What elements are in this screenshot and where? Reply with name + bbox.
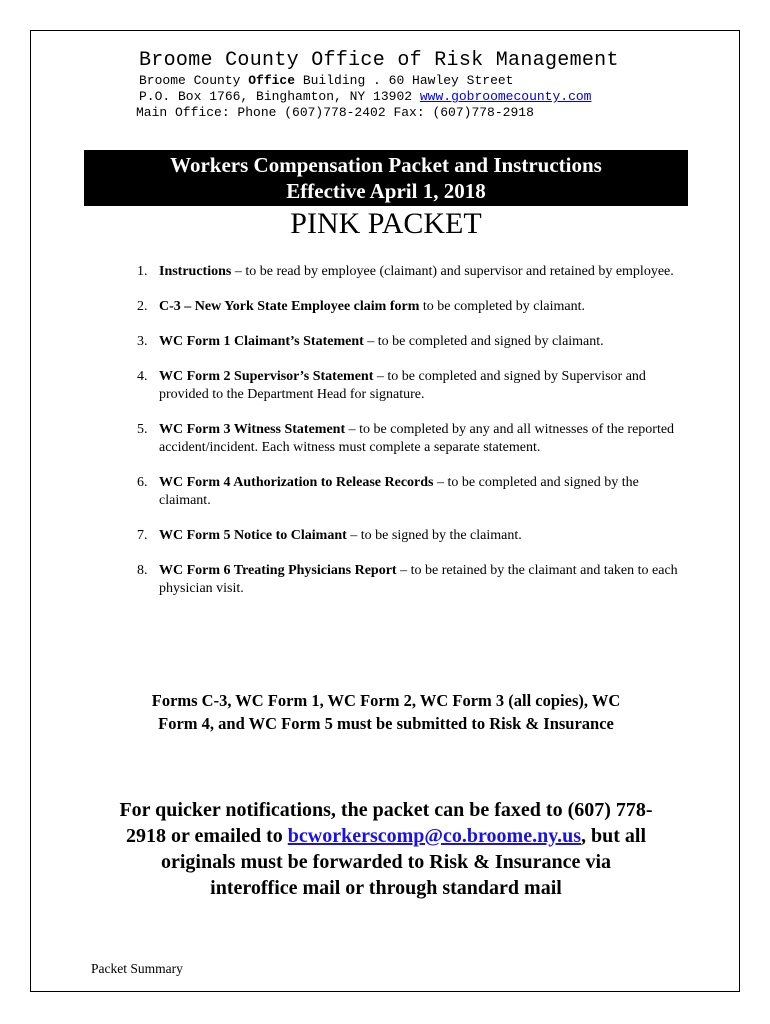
phone-fax-line: Main Office: Phone (607)778-2402 Fax: (607)778-2918 <box>136 105 534 120</box>
submission-note: Forms C-3, WC Form 1, WC Form 2, WC Form 3 (all copies), WC Form 4, and WC Form 5 must be submitted to Risk & Insurance <box>151 691 621 733</box>
title-banner <box>84 150 688 206</box>
list-item: 4. WC Form 2 Supervisor’s Statement – to be completed and signed by Supervisor and provided to the Department Head for signature. <box>137 369 646 402</box>
packet-contents-list <box>126 263 686 598</box>
banner-title: Workers Compensation Packet and Instructions <box>170 153 602 177</box>
list-item: 8. WC Form 6 Treating Physicians Report – to be retained by the claimant and taken to each physician visit. <box>137 563 678 596</box>
org-name: Broome County Office of Risk Management <box>139 49 619 72</box>
banner-effective-date: Effective April 1, 2018 <box>286 179 486 203</box>
address-line-2: P.O. Box 1766, Binghamton, NY 13902 www.gobroomecounty.com <box>139 89 592 104</box>
email-link[interactable]: bcworkerscomp@co.broome.ny.us <box>287 825 582 847</box>
list-item: 1. Instructions – to be read by employee (claimant) and supervisor and retained by employee. <box>137 264 674 279</box>
website-link[interactable]: www.gobroomecounty.com <box>419 89 592 104</box>
list-item: 6. WC Form 4 Authorization to Release Records – to be completed and signed by the claimant. <box>137 475 639 508</box>
document-page <box>30 30 740 992</box>
list-item: 7. WC Form 5 Notice to Claimant – to be signed by the claimant. <box>137 528 522 543</box>
address-line-1: Broome County Office Building . 60 Hawley Street <box>139 73 514 88</box>
packet-title: PINK PACKET <box>290 207 482 240</box>
list-item: 3. WC Form 1 Claimant’s Statement – to be completed and signed by claimant. <box>137 334 604 349</box>
fax-email-note: For quicker notifications, the packet can be faxed to (607) 778- 2918 or emailed to bcworkerscomp@co.broome.ny.us, but all originals must be forwarded to Risk & Insurance via interoffice mail or through standard mail <box>119 799 653 899</box>
footer-label: Packet Summary <box>91 961 183 976</box>
list-item: 2. C-3 – New York State Employee claim form to be completed by claimant. <box>137 299 585 314</box>
list-item: 5. WC Form 3 Witness Statement – to be completed by any and all witnesses of the reported accident/incident. Each witness must complete a separate statement. <box>137 422 675 455</box>
